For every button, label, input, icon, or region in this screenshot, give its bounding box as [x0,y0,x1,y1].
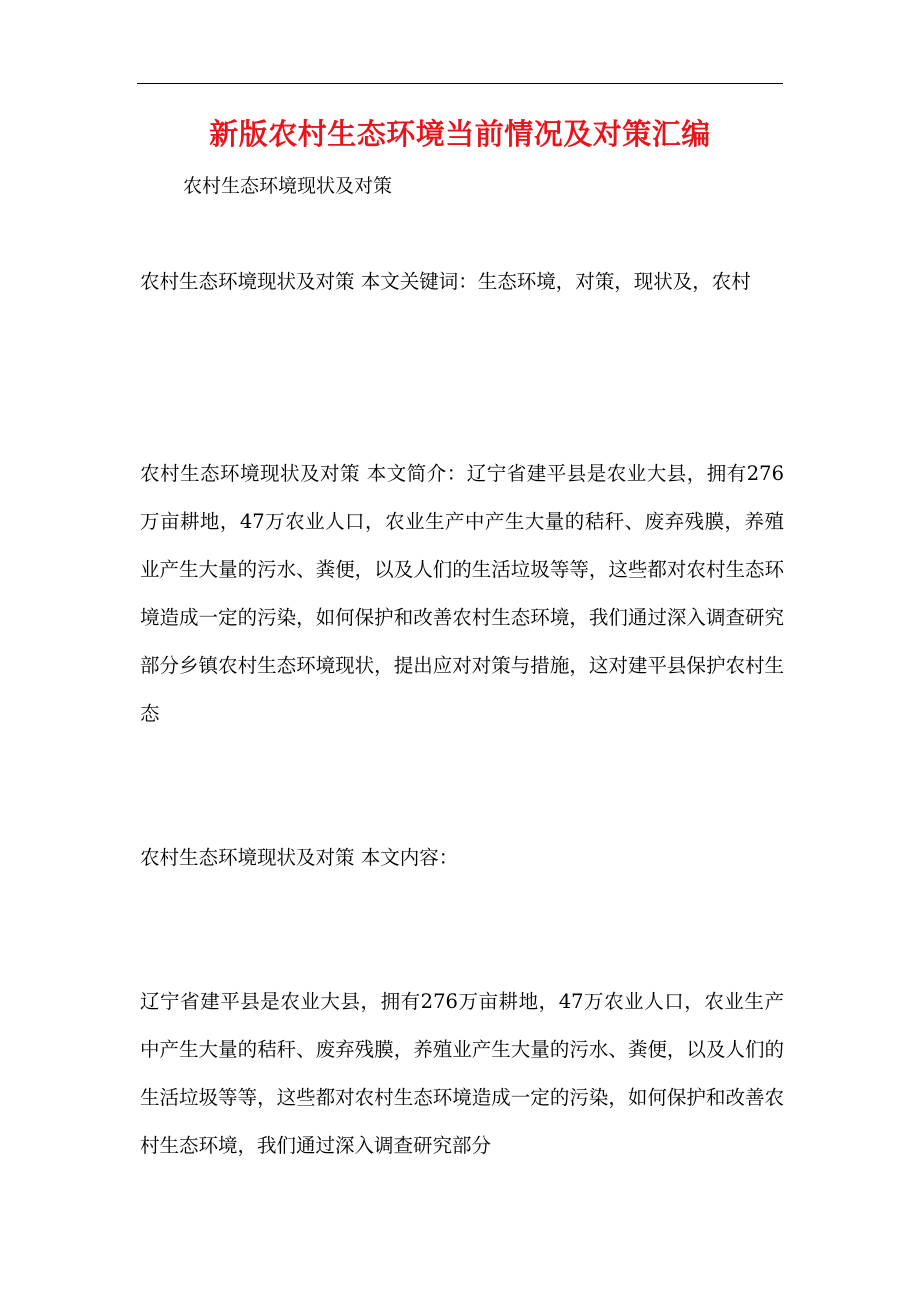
keywords-paragraph: 农村生态环境现状及对策 本文关键词：生态环境，对策，现状及，农村 [140,270,751,293]
header-rule [137,83,783,84]
document-title: 新版农村生态环境当前情况及对策汇编 [209,117,711,151]
content-label-paragraph: 农村生态环境现状及对策 本文内容： [140,846,459,869]
abstract-paragraph: 农村生态环境现状及对策 本文简介：辽宁省建平县是农业大县，拥有276万亩耕地，47万农业人口，农业生产中产生大量的秸秆、废弃残膜，养殖业产生大量的污水、粪便，以及人们的生活垃圾等等，这些都对农村生态环境造成一定的污染，如何保护和改善农村生态环境，我们通过深入调查研究部分乡镇农村生态环境现状，提出应对对策与措施，这对建平县保护农村生态 [140,462,784,725]
body-paragraph: 辽宁省建平县是农业大县，拥有276万亩耕地，47万农业人口，农业生产中产生大量的秸秆、废弃残膜，养殖业产生大量的污水、粪便，以及人们的生活垃圾等等，这些都对农村生态环境造成一定的污染，如何保护和改善农村生态环境，我们通过深入调查研究部分 [140,990,784,1157]
document-subtitle: 农村生态环境现状及对策 [183,175,393,197]
